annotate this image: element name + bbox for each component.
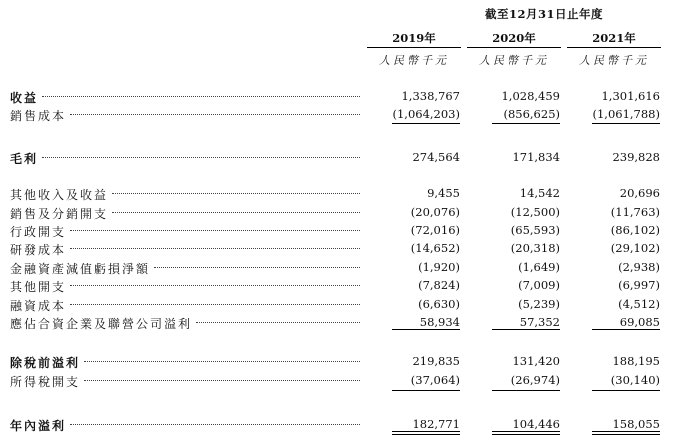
value-cell: (14,652)	[410, 241, 460, 255]
year-2021-heading: 2021年	[592, 31, 636, 45]
leader-dots	[84, 380, 360, 381]
row-label: 銷售及分銷開支	[10, 207, 109, 221]
table-row	[0, 241, 683, 259]
total-rule-2020	[492, 434, 560, 435]
table-row	[0, 150, 683, 168]
row-label: 金融資產減值虧損淨額	[10, 262, 151, 276]
table-row	[0, 315, 683, 333]
value-cell: (856,625)	[503, 107, 560, 121]
value-cell: (26,974)	[510, 373, 560, 387]
row-label: 其他收入及收益	[10, 188, 109, 202]
subtotal-rule-2021	[592, 390, 660, 391]
value-cell: 69,085	[619, 315, 660, 329]
unit-2021: 人民幣千元	[579, 54, 649, 67]
table-row	[0, 297, 683, 315]
leader-dots	[112, 212, 360, 213]
row-label: 銷售成本	[10, 109, 67, 123]
value-cell: 9,455	[427, 186, 460, 200]
year-2021-rule	[567, 47, 661, 48]
row-label: 融資成本	[10, 299, 67, 313]
value-cell: (1,061,788)	[592, 107, 660, 121]
value-cell: (1,920)	[418, 260, 460, 274]
row-label: 年內溢利	[10, 419, 67, 433]
leader-dots	[84, 361, 360, 362]
year-2019-rule	[367, 47, 461, 48]
leader-dots	[42, 96, 360, 97]
row-label: 行政開支	[10, 225, 67, 239]
value-cell: (6,997)	[618, 278, 660, 292]
value-cell: (20,076)	[410, 205, 460, 219]
total-rule-2019	[392, 431, 460, 432]
value-cell: (4,512)	[618, 297, 660, 311]
total-rule-2021	[592, 431, 660, 432]
table-row	[0, 107, 683, 125]
row-label: 所得稅開支	[10, 375, 81, 389]
value-cell: (6,630)	[418, 297, 460, 311]
year-2019-heading: 2019年	[392, 31, 436, 45]
value-cell: (65,593)	[510, 223, 560, 237]
value-cell: 182,771	[412, 417, 460, 431]
subtotal-rule-2020	[492, 329, 560, 330]
table-row	[0, 260, 683, 278]
value-cell: 131,420	[512, 354, 560, 368]
value-cell: 1,301,616	[601, 89, 660, 103]
leader-dots	[70, 424, 360, 425]
unit-2019: 人民幣千元	[379, 54, 449, 67]
table-row	[0, 205, 683, 223]
leader-dots	[42, 157, 360, 158]
year-2020-heading: 2020年	[492, 31, 536, 45]
total-rule-2019	[392, 434, 460, 435]
leader-dots	[70, 304, 360, 305]
row-label: 收益	[10, 91, 39, 105]
value-cell: 104,446	[512, 417, 560, 431]
value-cell: (20,318)	[510, 241, 560, 255]
subtotal-rule-2019	[392, 123, 460, 124]
leader-dots	[196, 322, 360, 323]
row-label: 應佔合資企業及聯營公司溢利	[10, 317, 193, 331]
value-cell: 14,542	[519, 186, 560, 200]
table-row	[0, 373, 683, 391]
subtotal-rule-2019	[392, 329, 460, 330]
value-cell: 57,352	[519, 315, 560, 329]
subtotal-rule-2020	[492, 390, 560, 391]
value-cell: (11,763)	[610, 205, 660, 219]
value-cell: 219,835	[412, 354, 460, 368]
value-cell: (30,140)	[610, 373, 660, 387]
leader-dots	[70, 230, 360, 231]
table-row	[0, 223, 683, 241]
value-cell: 274,564	[412, 150, 460, 164]
table-row	[0, 186, 683, 204]
table-row	[0, 417, 683, 435]
value-cell: 1,338,767	[401, 89, 460, 103]
value-cell: (86,102)	[610, 223, 660, 237]
value-cell: 158,055	[612, 417, 660, 431]
total-rule-2021	[592, 434, 660, 435]
leader-dots	[112, 193, 360, 194]
subtotal-rule-2019	[392, 390, 460, 391]
value-cell: (72,016)	[410, 223, 460, 237]
leader-dots	[70, 285, 360, 286]
value-cell: (1,649)	[518, 260, 560, 274]
period-heading: 截至12月31日止年度	[484, 7, 603, 21]
subtotal-rule-2021	[592, 329, 660, 330]
subtotal-rule-2020	[492, 123, 560, 124]
value-cell: (29,102)	[610, 241, 660, 255]
row-label: 毛利	[10, 152, 39, 166]
table-row	[0, 89, 683, 107]
value-cell: 20,696	[619, 186, 660, 200]
value-cell: 58,934	[419, 315, 460, 329]
value-cell: (5,239)	[518, 297, 560, 311]
subtotal-rule-2021	[592, 123, 660, 124]
table-row	[0, 354, 683, 372]
row-label: 研發成本	[10, 243, 67, 257]
value-cell: (2,938)	[618, 260, 660, 274]
table-row	[0, 278, 683, 296]
value-cell: (12,500)	[510, 205, 560, 219]
value-cell: 171,834	[512, 150, 560, 164]
leader-dots	[70, 114, 360, 115]
value-cell: 1,028,459	[501, 89, 560, 103]
value-cell: (1,064,203)	[392, 107, 460, 121]
value-cell: 188,195	[612, 354, 660, 368]
total-rule-2020	[492, 431, 560, 432]
leader-dots	[154, 267, 360, 268]
row-label: 除稅前溢利	[10, 356, 81, 370]
row-label: 其他開支	[10, 280, 67, 294]
year-2020-rule	[467, 47, 561, 48]
value-cell: (7,009)	[518, 278, 560, 292]
value-cell: 239,828	[612, 150, 660, 164]
unit-2020: 人民幣千元	[479, 54, 549, 67]
value-cell: (37,064)	[410, 373, 460, 387]
leader-dots	[70, 248, 360, 249]
value-cell: (7,824)	[418, 278, 460, 292]
